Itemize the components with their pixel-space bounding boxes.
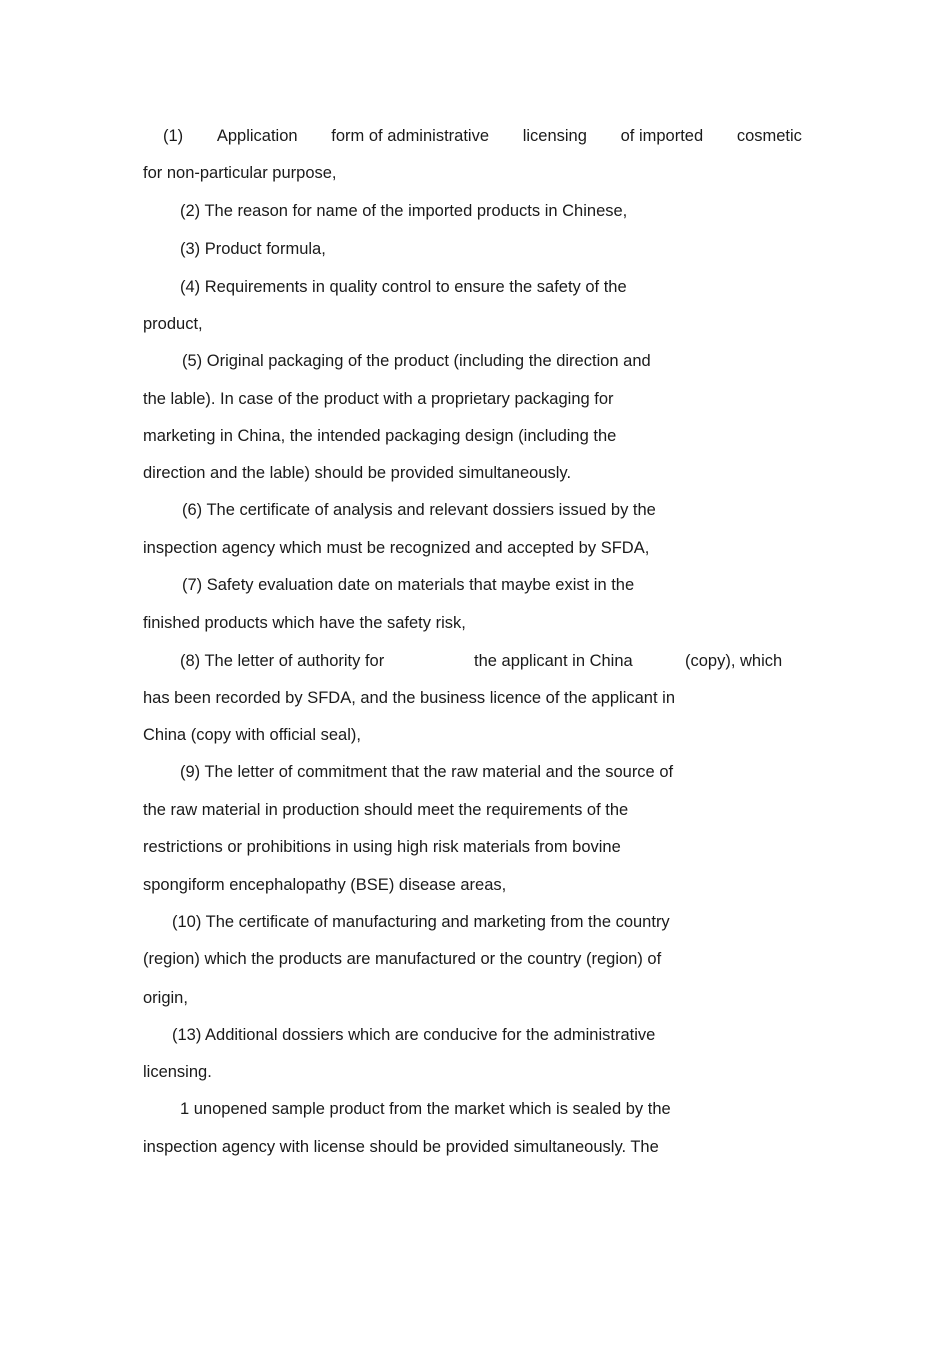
closing-line-1: 1 unopened sample product from the market which is sealed by the (180, 1100, 671, 1118)
item-1-word: of imported (620, 127, 704, 145)
item-1-word: form of administrative (331, 127, 489, 145)
item-5-line-4: direction and the lable) should be provided simultaneously. (143, 464, 572, 482)
item-9-line-2: the raw material in production should meet the requirements of the (143, 801, 629, 819)
item-1-word: cosmetic (736, 127, 802, 145)
item-8-line-2: has been recorded by SFDA, and the business licence of the applicant in (143, 689, 675, 707)
item-13-line-2: licensing. (143, 1063, 212, 1081)
item-8-line-3: China (copy with official seal), (143, 726, 361, 744)
item-6-line-1: (6) The certificate of analysis and relevant dossiers issued by the (182, 501, 656, 519)
item-8-line-1-part-3: (copy), which (685, 652, 783, 670)
item-10-line-3: origin, (143, 989, 188, 1007)
item-7-line-1: (7) Safety evaluation date on materials that maybe exist in the (182, 576, 635, 594)
item-6-line-2: inspection agency which must be recognized and accepted by SFDA, (143, 539, 650, 557)
closing-line-2: inspection agency with license should be provided simultaneously. The (143, 1138, 659, 1156)
item-8-line-1-part-2: the applicant in China (474, 652, 633, 670)
item-9-line-4: spongiform encephalopathy (BSE) disease areas, (143, 876, 507, 894)
item-10-line-1: (10) The certificate of manufacturing and marketing from the country (172, 913, 670, 931)
item-5-line-1: (5) Original packaging of the product (including the direction and (182, 352, 651, 370)
item-4-line-2: product, (143, 315, 203, 333)
item-2-line-1: (2) The reason for name of the imported products in Chinese, (180, 202, 628, 220)
item-1-word: (1) (163, 127, 184, 145)
item-3-line-1: (3) Product formula, (180, 240, 326, 258)
item-5-line-2: the lable). In case of the product with a proprietary packaging for (143, 390, 614, 408)
item-5-line-3: marketing in China, the intended packaging design (including the (143, 427, 617, 445)
item-13-line-1: (13) Additional dossiers which are conducive for the administrative (172, 1026, 656, 1044)
item-1-word: licensing (522, 127, 587, 145)
item-10-line-2: (region) which the products are manufactured or the country (region) of (143, 950, 662, 968)
item-9-line-3: restrictions or prohibitions in using high risk materials from bovine (143, 838, 621, 856)
item-4-line-1: (4) Requirements in quality control to ensure the safety of the (180, 278, 627, 296)
item-1-word: Application (216, 127, 298, 145)
item-9-line-1: (9) The letter of commitment that the raw material and the source of (180, 763, 674, 781)
item-1-line-1 (163, 126, 802, 146)
item-7-line-2: finished products which have the safety risk, (143, 614, 466, 632)
item-8-line-1-part-1: (8) The letter of authority for (180, 652, 385, 670)
item-1-line-2: for non-particular purpose, (143, 164, 337, 182)
